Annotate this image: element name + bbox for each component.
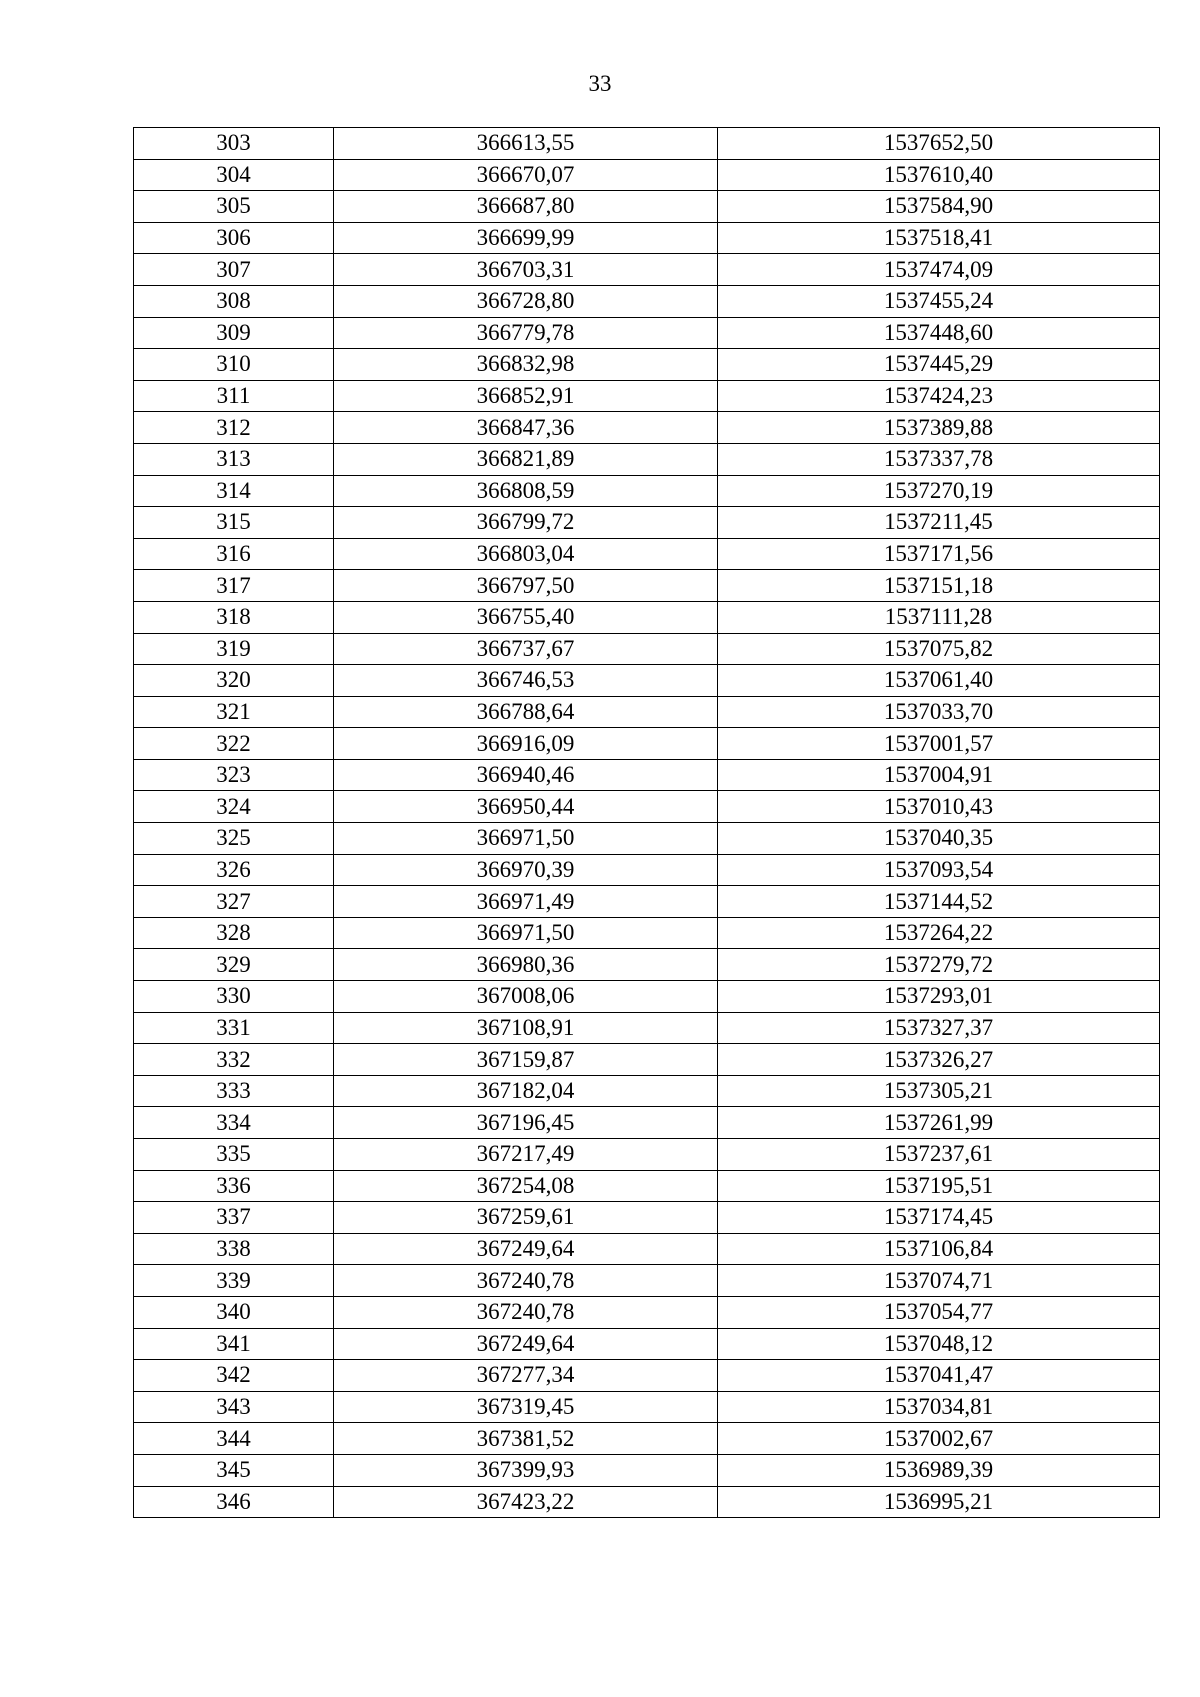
- y-coordinate-cell: 1537270,19: [718, 475, 1160, 507]
- y-coordinate-cell: 1537327,37: [718, 1012, 1160, 1044]
- table-row: [134, 317, 1160, 349]
- point-number-cell: 321: [134, 696, 334, 728]
- x-coordinate-cell: 367249,64: [334, 1328, 718, 1360]
- y-coordinate-cell: 1537445,29: [718, 349, 1160, 381]
- y-coordinate-cell: 1537054,77: [718, 1296, 1160, 1328]
- point-number-cell: 332: [134, 1044, 334, 1076]
- y-coordinate-cell: 1537652,50: [718, 128, 1160, 160]
- x-coordinate-cell: 366687,80: [334, 191, 718, 223]
- table-row: [134, 696, 1160, 728]
- x-coordinate-cell: 367381,52: [334, 1423, 718, 1455]
- y-coordinate-cell: 1537474,09: [718, 254, 1160, 286]
- x-coordinate-cell: 366803,04: [334, 538, 718, 570]
- x-coordinate-cell: 366670,07: [334, 159, 718, 191]
- y-coordinate-cell: 1537293,01: [718, 981, 1160, 1013]
- y-coordinate-cell: 1537004,91: [718, 759, 1160, 791]
- y-coordinate-cell: 1537261,99: [718, 1107, 1160, 1139]
- point-number-cell: 335: [134, 1139, 334, 1171]
- x-coordinate-cell: 366847,36: [334, 412, 718, 444]
- point-number-cell: 338: [134, 1233, 334, 1265]
- x-coordinate-cell: 366940,46: [334, 759, 718, 791]
- table-row: [134, 791, 1160, 823]
- table-row: [134, 222, 1160, 254]
- table-row: [134, 1265, 1160, 1297]
- table-row: [134, 1139, 1160, 1171]
- x-coordinate-cell: 366971,50: [334, 917, 718, 949]
- y-coordinate-cell: 1537610,40: [718, 159, 1160, 191]
- table-row: [134, 1423, 1160, 1455]
- point-number-cell: 337: [134, 1202, 334, 1234]
- y-coordinate-cell: 1536989,39: [718, 1454, 1160, 1486]
- table-row: [134, 633, 1160, 665]
- y-coordinate-cell: 1537448,60: [718, 317, 1160, 349]
- y-coordinate-cell: 1537389,88: [718, 412, 1160, 444]
- point-number-cell: 331: [134, 1012, 334, 1044]
- table-row: [134, 1296, 1160, 1328]
- y-coordinate-cell: 1537211,45: [718, 507, 1160, 539]
- point-number-cell: 333: [134, 1075, 334, 1107]
- table-row: [134, 917, 1160, 949]
- x-coordinate-cell: 366950,44: [334, 791, 718, 823]
- table-row: [134, 1044, 1160, 1076]
- table-row: [134, 1328, 1160, 1360]
- point-number-cell: 324: [134, 791, 334, 823]
- table-row: [134, 665, 1160, 697]
- table-row: [134, 1233, 1160, 1265]
- y-coordinate-cell: 1537584,90: [718, 191, 1160, 223]
- y-coordinate-cell: 1537048,12: [718, 1328, 1160, 1360]
- x-coordinate-cell: 366971,50: [334, 823, 718, 855]
- table-row: [134, 886, 1160, 918]
- x-coordinate-cell: 366755,40: [334, 601, 718, 633]
- table-row: [134, 601, 1160, 633]
- x-coordinate-cell: 366746,53: [334, 665, 718, 697]
- x-coordinate-cell: 367217,49: [334, 1139, 718, 1171]
- x-coordinate-cell: 367249,64: [334, 1233, 718, 1265]
- point-number-cell: 342: [134, 1360, 334, 1392]
- point-number-cell: 343: [134, 1391, 334, 1423]
- table-row: [134, 1202, 1160, 1234]
- point-number-cell: 305: [134, 191, 334, 223]
- coordinates-table-body: [134, 128, 1160, 1518]
- point-number-cell: 322: [134, 728, 334, 760]
- table-row: [134, 759, 1160, 791]
- x-coordinate-cell: 367399,93: [334, 1454, 718, 1486]
- point-number-cell: 313: [134, 443, 334, 475]
- x-coordinate-cell: 367254,08: [334, 1170, 718, 1202]
- y-coordinate-cell: 1537151,18: [718, 570, 1160, 602]
- x-coordinate-cell: 367182,04: [334, 1075, 718, 1107]
- table-row: [134, 443, 1160, 475]
- x-coordinate-cell: 366980,36: [334, 949, 718, 981]
- point-number-cell: 325: [134, 823, 334, 855]
- x-coordinate-cell: 367240,78: [334, 1265, 718, 1297]
- point-number-cell: 328: [134, 917, 334, 949]
- table-row: [134, 981, 1160, 1013]
- x-coordinate-cell: 366737,67: [334, 633, 718, 665]
- table-row: [134, 1360, 1160, 1392]
- page-number: 33: [588, 71, 612, 96]
- point-number-cell: 344: [134, 1423, 334, 1455]
- point-number-cell: 346: [134, 1486, 334, 1518]
- x-coordinate-cell: 366832,98: [334, 349, 718, 381]
- point-number-cell: 310: [134, 349, 334, 381]
- y-coordinate-cell: 1537337,78: [718, 443, 1160, 475]
- y-coordinate-cell: 1537326,27: [718, 1044, 1160, 1076]
- x-coordinate-cell: 366699,99: [334, 222, 718, 254]
- point-number-cell: 329: [134, 949, 334, 981]
- x-coordinate-cell: 366613,55: [334, 128, 718, 160]
- y-coordinate-cell: 1537041,47: [718, 1360, 1160, 1392]
- x-coordinate-cell: 367008,06: [334, 981, 718, 1013]
- x-coordinate-cell: 367259,61: [334, 1202, 718, 1234]
- x-coordinate-cell: 366808,59: [334, 475, 718, 507]
- y-coordinate-cell: 1537093,54: [718, 854, 1160, 886]
- table-row: [134, 1012, 1160, 1044]
- y-coordinate-cell: 1537518,41: [718, 222, 1160, 254]
- point-number-cell: 327: [134, 886, 334, 918]
- x-coordinate-cell: 366821,89: [334, 443, 718, 475]
- point-number-cell: 308: [134, 285, 334, 317]
- x-coordinate-cell: 366852,91: [334, 380, 718, 412]
- point-number-cell: 339: [134, 1265, 334, 1297]
- x-coordinate-cell: 367108,91: [334, 1012, 718, 1044]
- y-coordinate-cell: 1537171,56: [718, 538, 1160, 570]
- x-coordinate-cell: 367159,87: [334, 1044, 718, 1076]
- point-number-cell: 316: [134, 538, 334, 570]
- y-coordinate-cell: 1537002,67: [718, 1423, 1160, 1455]
- point-number-cell: 314: [134, 475, 334, 507]
- table-row: [134, 412, 1160, 444]
- point-number-cell: 318: [134, 601, 334, 633]
- point-number-cell: 334: [134, 1107, 334, 1139]
- table-row: [134, 1170, 1160, 1202]
- point-number-cell: 340: [134, 1296, 334, 1328]
- point-number-cell: 303: [134, 128, 334, 160]
- point-number-cell: 345: [134, 1454, 334, 1486]
- y-coordinate-cell: 1537010,43: [718, 791, 1160, 823]
- table-row: [134, 475, 1160, 507]
- table-row: [134, 191, 1160, 223]
- table-row: [134, 128, 1160, 160]
- y-coordinate-cell: 1537074,71: [718, 1265, 1160, 1297]
- y-coordinate-cell: 1537075,82: [718, 633, 1160, 665]
- table-row: [134, 1454, 1160, 1486]
- coordinates-table: [133, 127, 1160, 1518]
- table-row: [134, 1075, 1160, 1107]
- point-number-cell: 304: [134, 159, 334, 191]
- table-row: [134, 507, 1160, 539]
- table-row: [134, 949, 1160, 981]
- point-number-cell: 307: [134, 254, 334, 286]
- y-coordinate-cell: 1537279,72: [718, 949, 1160, 981]
- point-number-cell: 336: [134, 1170, 334, 1202]
- y-coordinate-cell: 1537237,61: [718, 1139, 1160, 1171]
- y-coordinate-cell: 1537001,57: [718, 728, 1160, 760]
- table-row: [134, 728, 1160, 760]
- point-number-cell: 341: [134, 1328, 334, 1360]
- point-number-cell: 326: [134, 854, 334, 886]
- y-coordinate-cell: 1537264,22: [718, 917, 1160, 949]
- x-coordinate-cell: 367423,22: [334, 1486, 718, 1518]
- x-coordinate-cell: 366788,64: [334, 696, 718, 728]
- point-number-cell: 311: [134, 380, 334, 412]
- y-coordinate-cell: 1537195,51: [718, 1170, 1160, 1202]
- point-number-cell: 312: [134, 412, 334, 444]
- table-row: [134, 823, 1160, 855]
- y-coordinate-cell: 1537040,35: [718, 823, 1160, 855]
- point-number-cell: 315: [134, 507, 334, 539]
- y-coordinate-cell: 1537111,28: [718, 601, 1160, 633]
- x-coordinate-cell: 367240,78: [334, 1296, 718, 1328]
- point-number-cell: 323: [134, 759, 334, 791]
- table-row: [134, 1391, 1160, 1423]
- y-coordinate-cell: 1537174,45: [718, 1202, 1160, 1234]
- table-row: [134, 254, 1160, 286]
- point-number-cell: 317: [134, 570, 334, 602]
- x-coordinate-cell: 366797,50: [334, 570, 718, 602]
- x-coordinate-cell: 366971,49: [334, 886, 718, 918]
- x-coordinate-cell: 366703,31: [334, 254, 718, 286]
- point-number-cell: 320: [134, 665, 334, 697]
- point-number-cell: 309: [134, 317, 334, 349]
- x-coordinate-cell: 367277,34: [334, 1360, 718, 1392]
- x-coordinate-cell: 367196,45: [334, 1107, 718, 1139]
- y-coordinate-cell: 1537106,84: [718, 1233, 1160, 1265]
- table-row: [134, 285, 1160, 317]
- y-coordinate-cell: 1537144,52: [718, 886, 1160, 918]
- table-row: [134, 538, 1160, 570]
- x-coordinate-cell: 366779,78: [334, 317, 718, 349]
- x-coordinate-cell: 366916,09: [334, 728, 718, 760]
- y-coordinate-cell: 1536995,21: [718, 1486, 1160, 1518]
- point-number-cell: 306: [134, 222, 334, 254]
- table-row: [134, 1107, 1160, 1139]
- table-row: [134, 349, 1160, 381]
- y-coordinate-cell: 1537061,40: [718, 665, 1160, 697]
- y-coordinate-cell: 1537305,21: [718, 1075, 1160, 1107]
- y-coordinate-cell: 1537424,23: [718, 380, 1160, 412]
- y-coordinate-cell: 1537034,81: [718, 1391, 1160, 1423]
- x-coordinate-cell: 366799,72: [334, 507, 718, 539]
- table-row: [134, 380, 1160, 412]
- table-row: [134, 854, 1160, 886]
- table-row: [134, 159, 1160, 191]
- table-row: [134, 570, 1160, 602]
- point-number-cell: 330: [134, 981, 334, 1013]
- x-coordinate-cell: 366970,39: [334, 854, 718, 886]
- y-coordinate-cell: 1537455,24: [718, 285, 1160, 317]
- table-row: [134, 1486, 1160, 1518]
- x-coordinate-cell: 367319,45: [334, 1391, 718, 1423]
- x-coordinate-cell: 366728,80: [334, 285, 718, 317]
- y-coordinate-cell: 1537033,70: [718, 696, 1160, 728]
- point-number-cell: 319: [134, 633, 334, 665]
